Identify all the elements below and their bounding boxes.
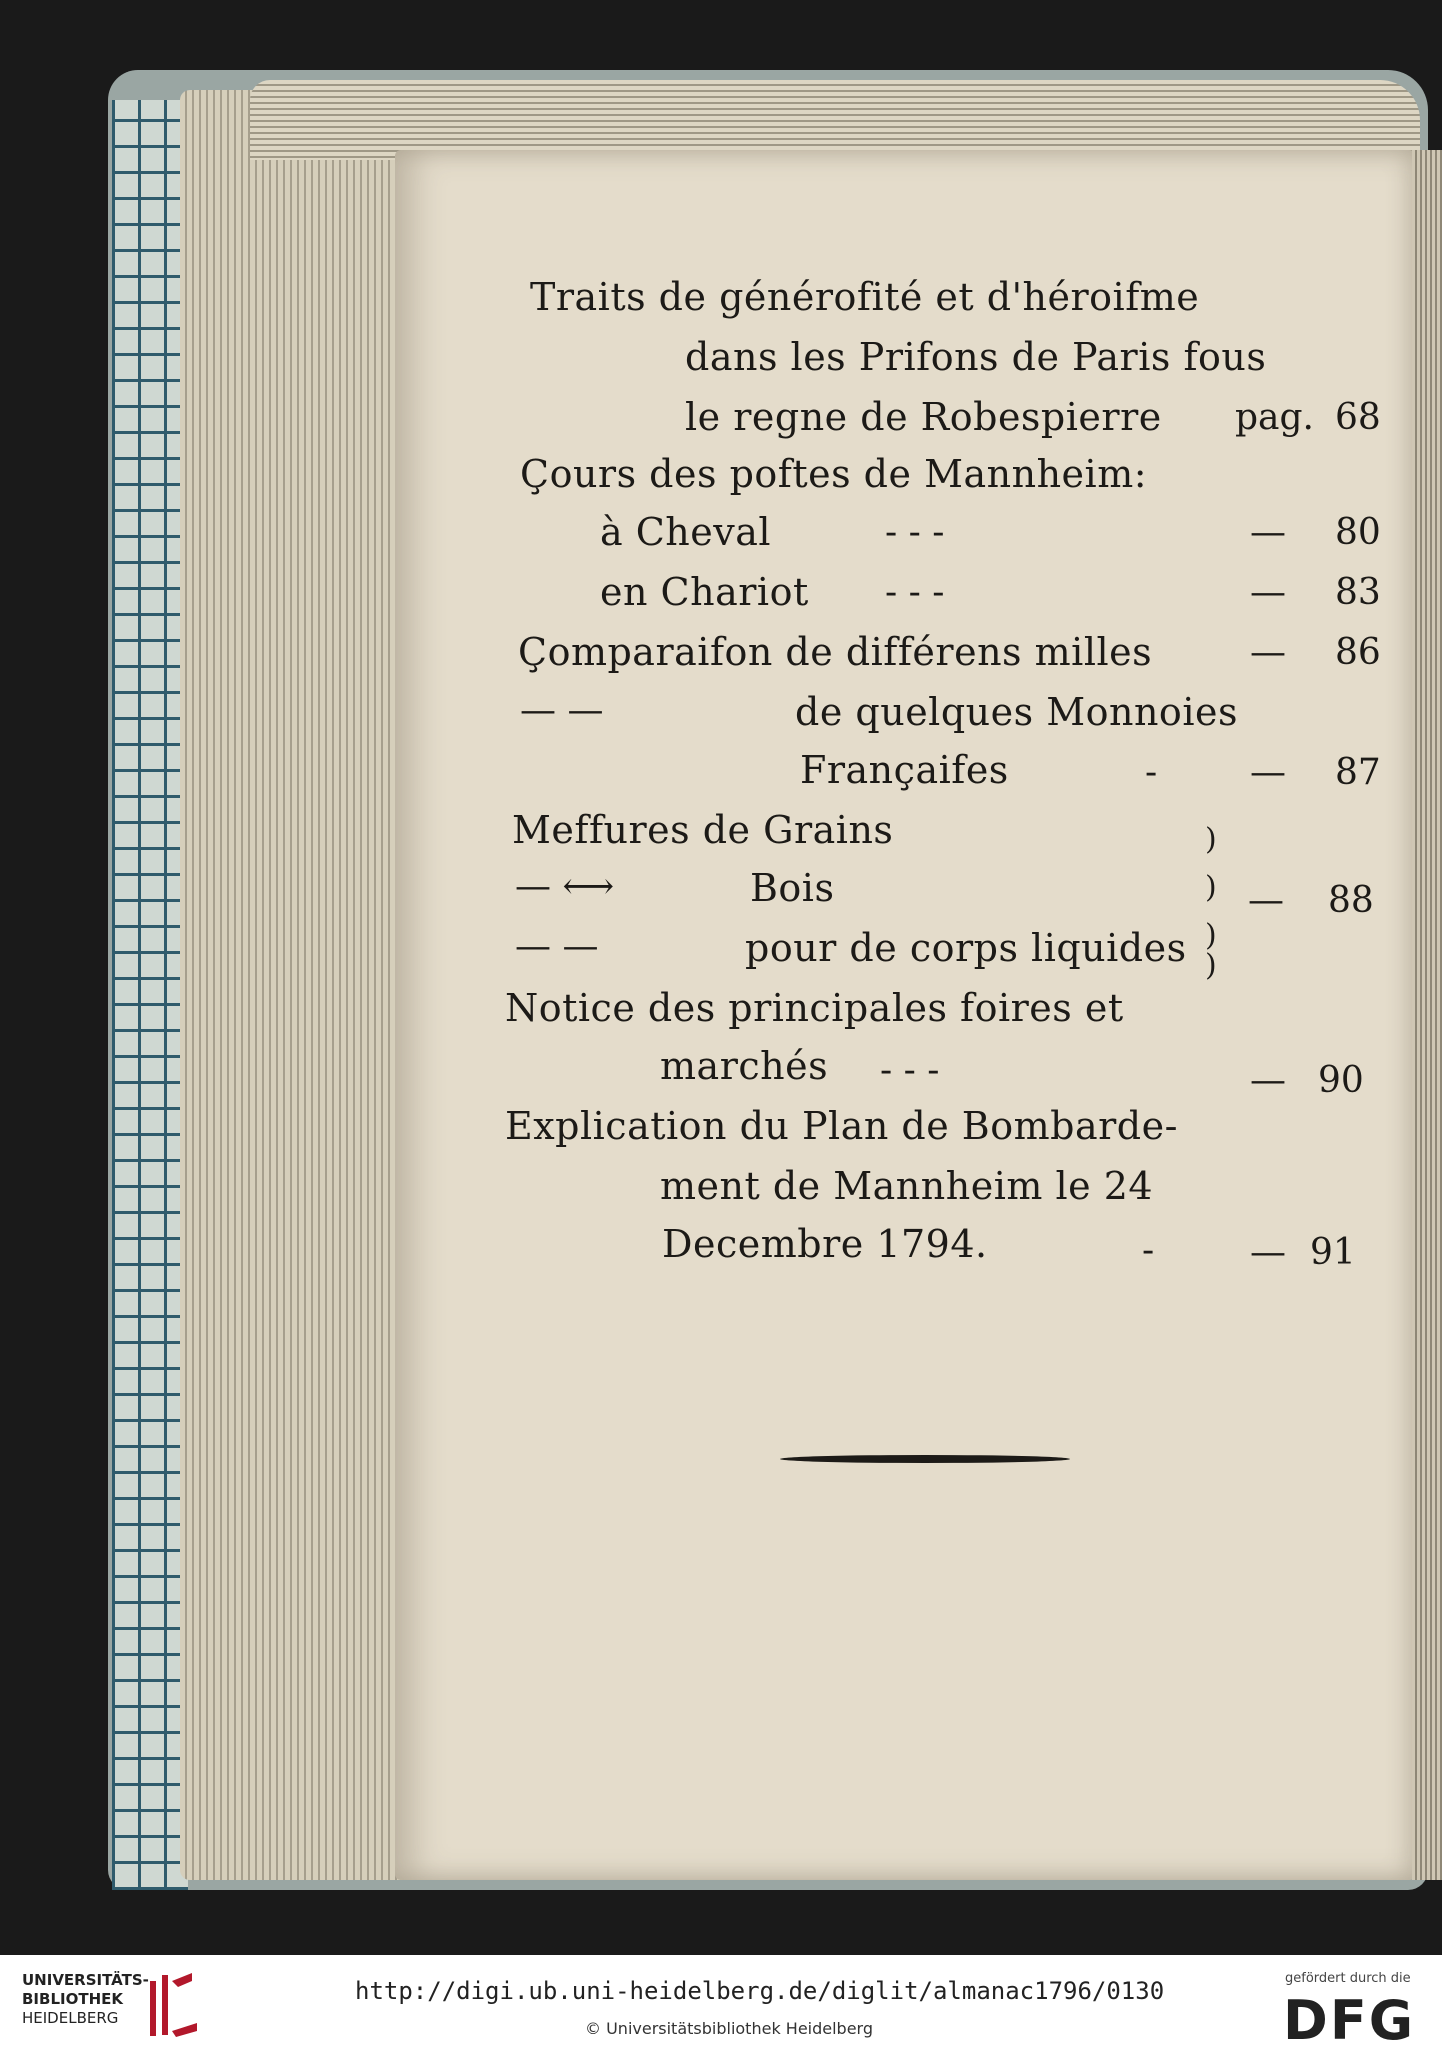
end-ornament-rule <box>780 1455 1070 1463</box>
library-logo-icon <box>142 1971 202 2041</box>
page-stack-right <box>1412 150 1442 1880</box>
leader-dash: — <box>1250 1232 1286 1273</box>
toc-line: Traits de générofité et d'héroifme <box>530 275 1200 319</box>
library-name-line: HEIDELBERG <box>22 2009 119 2027</box>
page-number: 86 <box>1335 632 1381 673</box>
leader-dots: - - - <box>880 1050 940 1091</box>
page-label: pag. <box>1235 397 1314 438</box>
toc-line: Decembre 1794. <box>662 1222 988 1266</box>
toc-line: à Cheval <box>600 510 772 554</box>
toc-line: pour de corps liquides <box>745 926 1187 970</box>
marbled-cover <box>112 100 188 1890</box>
toc-line: Meffures de Grains <box>512 808 894 852</box>
copyright-text: © Universitätsbibliothek Heidelberg <box>585 2019 874 2038</box>
toc-line: dans les Prifons de Paris fous <box>685 335 1267 379</box>
page-number: 83 <box>1335 572 1381 613</box>
library-name-line: UNIVERSITÄTS- <box>22 1971 149 1989</box>
leader-dots: - <box>1142 1230 1155 1271</box>
toc-line: Françaifes <box>800 748 1009 792</box>
dfg-logo: DFG <box>1283 1989 1416 2052</box>
leader-dash: — <box>1250 512 1286 553</box>
page-number: 87 <box>1335 752 1381 793</box>
toc-line: Explication du Plan de Bombarde- <box>505 1104 1178 1148</box>
toc-line: le regne de Robespierre <box>685 395 1162 439</box>
toc-line: Notice des principales foires et <box>505 986 1124 1030</box>
page-stack-top <box>250 80 1420 160</box>
page-number: 68 <box>1335 397 1381 438</box>
leader-dots: - - - <box>885 572 945 613</box>
toc-line: en Chariot <box>600 570 809 614</box>
leader-dash: — <box>1248 880 1284 921</box>
toc-line: ment de Mannheim le 24 <box>660 1164 1154 1208</box>
leader-dash: — <box>1250 572 1286 613</box>
leader-dash: — <box>1250 752 1286 793</box>
ditto-dashes: — — <box>520 690 604 731</box>
viewer-footer <box>0 1955 1442 2059</box>
leader-dots: - <box>1145 752 1158 793</box>
funding-label: gefördert durch die <box>1285 1971 1411 1986</box>
ditto-dashes: — — <box>515 926 599 967</box>
toc-line: marchés <box>660 1044 829 1088</box>
ditto-dashes: — ⟷ <box>515 866 615 907</box>
library-name-line: BIBLIOTHEK <box>22 1990 123 2008</box>
bracket-mark: ) <box>1205 948 1217 983</box>
page-stack-left <box>180 90 420 1880</box>
bracket-mark: ) <box>1205 870 1217 905</box>
toc-line: Bois <box>750 866 835 910</box>
toc-line: Çomparaifon de différens milles <box>518 630 1153 674</box>
leader-dash: — <box>1250 1060 1286 1101</box>
toc-line: de quelques Monnoies <box>795 690 1238 734</box>
bracket-mark: ) <box>1205 918 1217 953</box>
page-number: 91 <box>1310 1232 1356 1273</box>
page-number: 88 <box>1328 880 1374 921</box>
document-url-link[interactable]: http://digi.ub.uni-heidelberg.de/diglit/almanac1796/0130 <box>355 1977 1165 2005</box>
leader-dots: - - - <box>885 512 945 553</box>
toc-line: Çours des poftes de Mannheim: <box>520 452 1148 496</box>
bracket-mark: ) <box>1205 822 1217 857</box>
page-number: 90 <box>1318 1060 1364 1101</box>
leader-dash: — <box>1250 632 1286 673</box>
page-number: 80 <box>1335 512 1381 553</box>
library-logo-text <box>22 1971 149 2028</box>
